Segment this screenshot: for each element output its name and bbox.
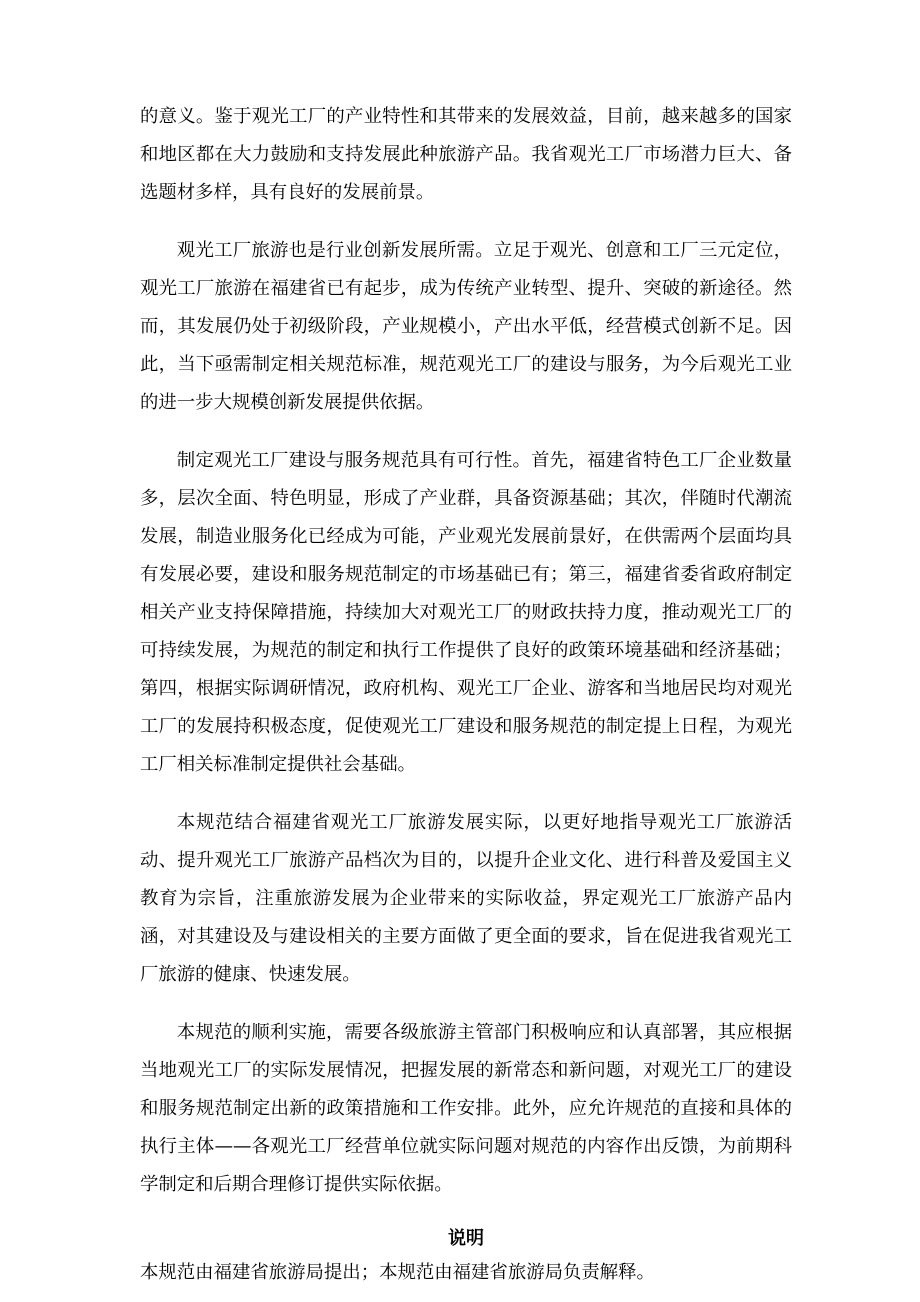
paragraph-innovation: 观光工厂旅游也是行业创新发展所需。立足于观光、创意和工厂三元定位，观光工厂旅游在福建省已有起步，成为传统产业转型、提升、突破的新途径。然而，其发展仍处于初级阶段，产业规模小，产出水平低，经营模式创新不足。因此，当下亟需制定相关规范标准，规范观光工厂的建设与服务，为今后观光工业的进一步大规模创新发展提供依据。: [140, 240, 792, 413]
section-title: 说明: [448, 1228, 484, 1249]
paragraph-implementation: 本规范的顺利实施，需要各级旅游主管部门积极响应和认真部署，其应根据当地观光工厂的实际发展情况，把握发展的新常态和新问题，对观光工厂的建设和服务规范制定出新的政策措施和工作安排。此外，应允许规范的直接和具体的执行主体——各观光工厂经营单位就实际问题对规范的内容作出反馈，为前期科学制定和后期合理修订提供实际依据。: [140, 1022, 792, 1195]
paragraph-continuation: 的意义。鉴于观光工厂的产业特性和其带来的发展效益，目前，越来越多的国家和地区都在大力鼓励和支持发展此种旅游产品。我省观光工厂市场潜力巨大、备选题材多样，具有良好的发展前景。: [140, 106, 792, 203]
paragraph-feasibility: 制定观光工厂建设与服务规范具有可行性。首先，福建省特色工厂企业数量多，层次全面、特色明显，形成了产业群，具备资源基础；其次，伴随时代潮流发展，制造业服务化已经成为可能，产业观光发展前景好，在供需两个层面均具有发展必要，建设和服务规范制定的市场基础已有；第三，福建省委省政府制定相关产业支持保障措施，持续加大对观光工厂的财政扶持力度，推动观光工厂的可持续发展，为规范的制定和执行工作提供了良好的政策环境基础和经济基础；第四，根据实际调研情况，政府机构、观光工厂企业、游客和当地居民均对观光工厂的发展持积极态度，促使观光工厂建设和服务规范的制定提上日程，为观光工厂相关标准制定提供社会基础。: [140, 450, 792, 775]
section-note: 本规范由福建省旅游局提出；本规范由福建省旅游局负责解释。: [140, 1262, 655, 1283]
paragraph-purpose: 本规范结合福建省观光工厂旅游发展实际，以更好地指导观光工厂旅游活动、提升观光工厂旅游产品档次为目的，以提升企业文化、进行科普及爱国主义教育为宗旨，注重旅游发展为企业带来的实际收益，界定观光工厂旅游产品内涵，对其建设及与建设相关的主要方面做了更全面的要求，旨在促进我省观光工厂旅游的健康、快速发展。: [140, 812, 792, 985]
document-page: [140, 98, 792, 1292]
